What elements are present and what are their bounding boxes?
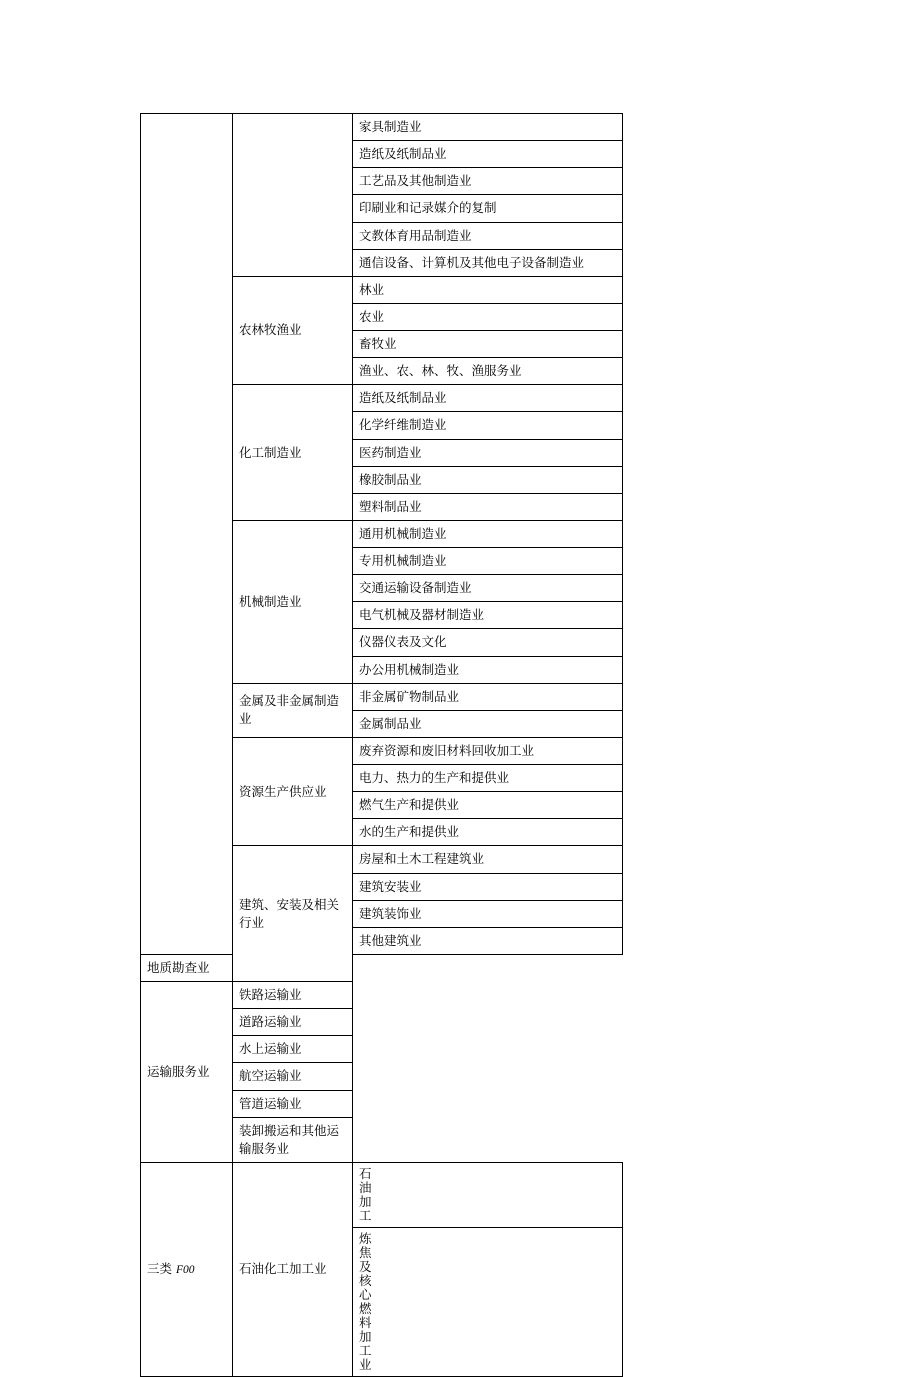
industry-item: 仪器仪表及文化 bbox=[353, 629, 623, 656]
major-cell: 金属及非金属制造业 bbox=[233, 683, 353, 737]
industry-item: 房屋和土木工程建筑业 bbox=[353, 846, 623, 873]
industry-item: 电力、热力的生产和提供业 bbox=[353, 765, 623, 792]
industry-classification-table bbox=[140, 113, 623, 1377]
industry-item: 铁路运输业 bbox=[233, 982, 353, 1009]
industry-item: 化学纤维制造业 bbox=[353, 412, 623, 439]
industry-item: 建筑装饰业 bbox=[353, 900, 623, 927]
industry-item: 地质勘查业 bbox=[141, 954, 233, 981]
industry-item: 道路运输业 bbox=[233, 1009, 353, 1036]
major-cell: 建筑、安装及相关行业 bbox=[233, 846, 353, 982]
industry-item: 通用机械制造业 bbox=[353, 520, 623, 547]
industry-item: 渔业、农、林、牧、渔服务业 bbox=[353, 358, 623, 385]
industry-item: 航空运输业 bbox=[233, 1063, 353, 1090]
industry-item: 废弃资源和废旧材料回收加工业 bbox=[353, 737, 623, 764]
industry-item: 非金属矿物制品业 bbox=[353, 683, 623, 710]
industry-item: 农业 bbox=[353, 303, 623, 330]
industry-item: 橡胶制品业 bbox=[353, 466, 623, 493]
major-cell: 资源生产供应业 bbox=[233, 737, 353, 846]
industry-item: 家具制造业 bbox=[353, 114, 623, 141]
major-cell: 化工制造业 bbox=[233, 385, 353, 521]
industry-item: 造纸及纸制品业 bbox=[353, 385, 623, 412]
industry-item bbox=[353, 1227, 623, 1376]
major-cell: 农林牧渔业 bbox=[233, 276, 353, 385]
industry-item: 工艺品及其他制造业 bbox=[353, 168, 623, 195]
industry-item: 水上运输业 bbox=[233, 1036, 353, 1063]
industry-item: 造纸及纸制品业 bbox=[353, 141, 623, 168]
table-row bbox=[141, 982, 623, 1009]
industry-item: 交通运输设备制造业 bbox=[353, 575, 623, 602]
industry-item-text: 石油加工 bbox=[359, 1166, 372, 1223]
industry-item: 燃气生产和提供业 bbox=[353, 792, 623, 819]
category-cell bbox=[141, 1162, 233, 1376]
industry-item: 装卸搬运和其他运输服务业 bbox=[233, 1117, 353, 1162]
industry-item: 其他建筑业 bbox=[353, 927, 623, 954]
industry-item: 通信设备、计算机及其他电子设备制造业 bbox=[353, 249, 623, 276]
industry-item: 印刷业和记录媒介的复制 bbox=[353, 195, 623, 222]
category-cell-empty bbox=[141, 114, 233, 955]
major-cell: 机械制造业 bbox=[233, 520, 353, 683]
major-cell-empty bbox=[233, 114, 353, 277]
category-label: 三类 bbox=[147, 1262, 173, 1277]
industry-item: 塑料制品业 bbox=[353, 493, 623, 520]
industry-item: 林业 bbox=[353, 276, 623, 303]
table-row bbox=[141, 114, 623, 141]
industry-item: 畜牧业 bbox=[353, 331, 623, 358]
industry-item: 医药制造业 bbox=[353, 439, 623, 466]
category-code: F00 bbox=[176, 1264, 195, 1277]
industry-item: 建筑安装业 bbox=[353, 873, 623, 900]
industry-item bbox=[353, 1162, 623, 1227]
industry-item: 水的生产和提供业 bbox=[353, 819, 623, 846]
industry-item: 专用机械制造业 bbox=[353, 548, 623, 575]
industry-item-text: 炼焦及核心燃料加工业 bbox=[359, 1231, 372, 1372]
industry-item: 管道运输业 bbox=[233, 1090, 353, 1117]
major-cell: 运输服务业 bbox=[141, 982, 233, 1163]
industry-item: 办公用机械制造业 bbox=[353, 656, 623, 683]
major-cell: 石油化工加工业 bbox=[233, 1162, 353, 1376]
table-row bbox=[141, 954, 623, 981]
table-row bbox=[141, 1162, 623, 1227]
industry-item: 金属制品业 bbox=[353, 710, 623, 737]
industry-item: 文教体育用品制造业 bbox=[353, 222, 623, 249]
industry-item: 电气机械及器材制造业 bbox=[353, 602, 623, 629]
